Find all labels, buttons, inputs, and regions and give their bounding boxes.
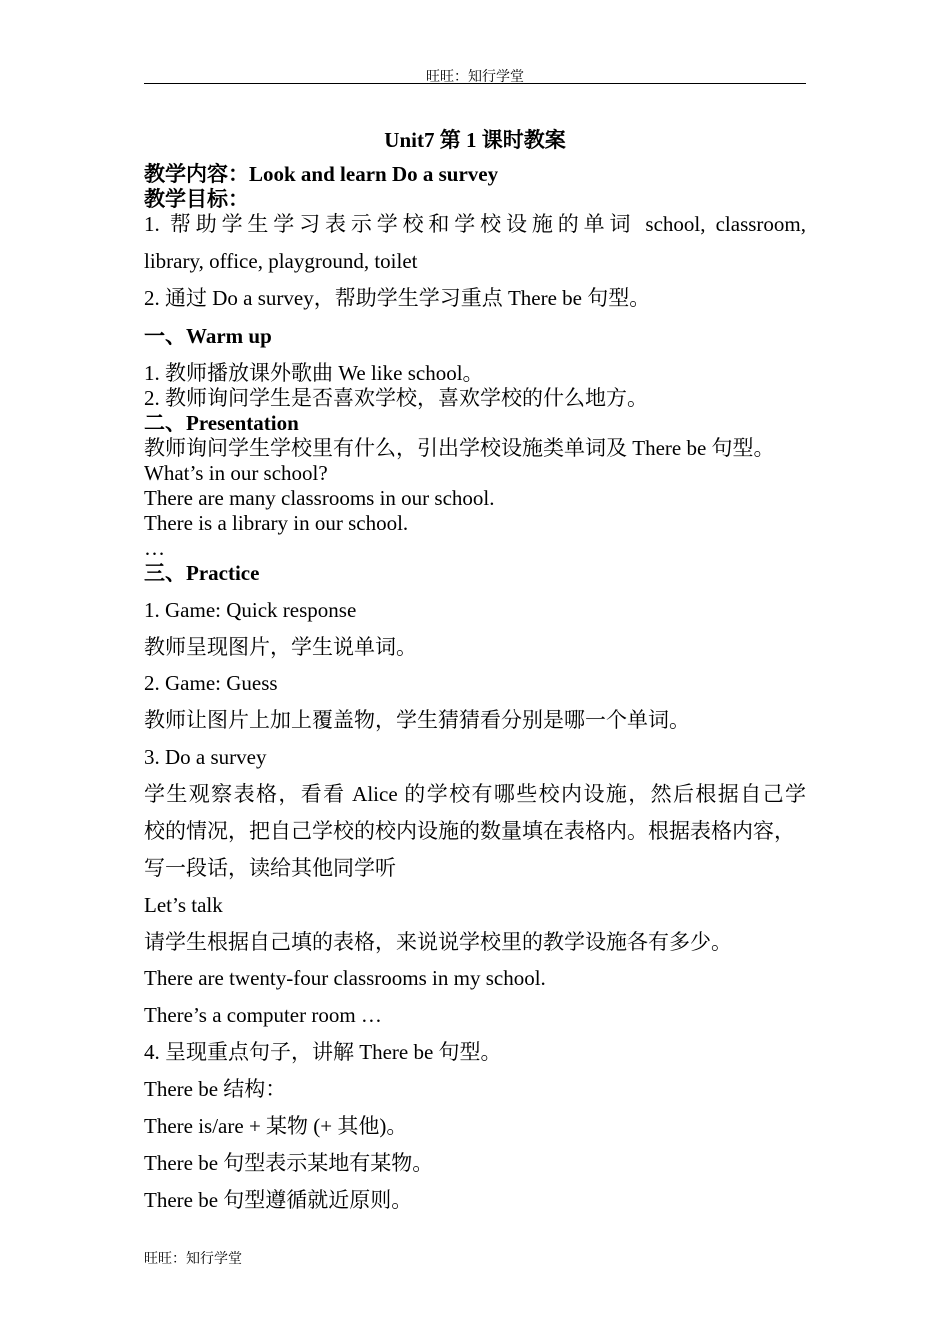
practice-line: There are twenty-four classrooms in my school. <box>144 966 546 990</box>
practice-line: There be 句型表示某地有某物。 <box>144 1151 434 1175</box>
practice-line: 校的情况，把自己学校的校内设施的数量填在表格内。根据表格内容， <box>144 819 795 843</box>
practice-line: 2. Game: Guess <box>144 671 278 695</box>
practice-line: There be 句型遵循就近原则。 <box>144 1188 413 1212</box>
header-divider <box>144 83 806 84</box>
presentation-line: What’s in our school? <box>144 461 328 485</box>
practice-line: Let’s talk <box>144 893 223 917</box>
document-title: Unit7 第 1 课时教案 <box>384 128 566 152</box>
practice-line: 教师让图片上加上覆盖物，学生猜猜看分别是哪一个单词。 <box>144 708 690 732</box>
section-heading-warmup: 一、Warm up <box>144 324 272 348</box>
practice-line: 4. 呈现重点句子，讲解 There be 句型。 <box>144 1040 502 1064</box>
warmup-item: 1. 教师播放课外歌曲 We like school。 <box>144 361 484 385</box>
page-header: 旺旺：知行学堂 <box>426 70 524 85</box>
practice-line: 1. Game: Quick response <box>144 598 357 622</box>
warmup-item: 2. 教师询问学生是否喜欢学校，喜欢学校的什么地方。 <box>144 386 648 410</box>
practice-line: 学生观察表格，看看 Alice 的学校有哪些校内设施，然后根据自己学 <box>144 782 806 806</box>
page-footer: 旺旺：知行学堂 <box>144 1252 242 1267</box>
practice-line: There be 结构： <box>144 1077 287 1101</box>
presentation-line: There are many classrooms in our school. <box>144 486 495 510</box>
objective-item-1-cont: library, office, playground, toilet <box>144 249 418 273</box>
objective-item-2: 2. 通过 Do a survey，帮助学生学习重点 There be 句型。 <box>144 286 651 310</box>
section-heading-presentation: 二、Presentation <box>144 411 299 435</box>
practice-line: 请学生根据自己填的表格，来说说学校里的教学设施各有多少。 <box>144 930 732 954</box>
presentation-line: … <box>144 536 165 560</box>
practice-line: There’s a computer room … <box>144 1003 382 1027</box>
section-heading-practice: 三、Practice <box>144 561 260 585</box>
practice-line: There is/are + 某物 (+ 其他)。 <box>144 1114 408 1138</box>
presentation-line: There is a library in our school. <box>144 511 409 535</box>
practice-line: 教师呈现图片，学生说单词。 <box>144 635 417 659</box>
presentation-line: 教师询问学生学校里有什么，引出学校设施类单词及 There be 句型。 <box>144 436 775 460</box>
practice-line: 写一段话，读给其他同学听 <box>144 856 396 880</box>
teaching-content-label: 教学内容：Look and learn Do a survey <box>144 162 499 186</box>
teaching-objectives-label: 教学目标： <box>144 187 249 211</box>
practice-line: 3. Do a survey <box>144 745 267 769</box>
objective-item-1: 1. 帮助学生学习表示学校和学校设施的单词 school, classroom, <box>144 212 806 236</box>
